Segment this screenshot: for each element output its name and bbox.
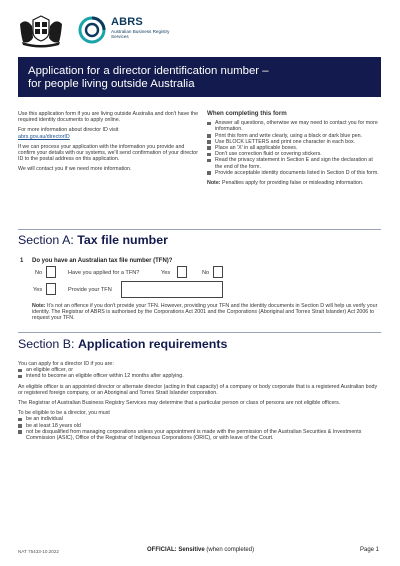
form-title-line-2: for people living outside Australia bbox=[28, 78, 195, 90]
applied-no-label: No bbox=[202, 270, 210, 276]
section-a-note bbox=[32, 303, 381, 322]
form-title-line-1: Application for a director identification number – bbox=[28, 65, 269, 77]
question-1-text: Do you have an Australian tax file number (TFN)? bbox=[32, 258, 173, 264]
completing-item: Read the privacy statement in Section E and sign the declaration at the end of the form. bbox=[207, 157, 381, 169]
section-b-list-2-item: be an individual bbox=[18, 416, 381, 422]
completing-item: Answer all questions, otherwise we may need to contact you for more information. bbox=[207, 120, 381, 132]
section-b-heading bbox=[18, 337, 227, 351]
section-b-paragraph-3: The Registrar of Australian Business Registry Services may determine that a particular person or class of persons are not eligible officers. bbox=[18, 400, 341, 407]
section-b-list-1-item: intend to become an eligible officer within 12 months after applying. bbox=[18, 373, 381, 379]
when-completed-label: (when completed) bbox=[206, 547, 255, 553]
intro-paragraph-2: For more information about director ID visit bbox=[18, 127, 119, 134]
completing-item: Don't use correction fluid or covering stickers. bbox=[207, 151, 381, 157]
tfn-yes-checkbox[interactable] bbox=[46, 283, 56, 295]
tfn-no-label: No bbox=[35, 270, 43, 276]
question-1-number: 1 bbox=[20, 258, 24, 264]
section-a-note-label: Note: bbox=[32, 303, 46, 309]
abrs-wordmark: ABRS bbox=[111, 16, 143, 28]
section-a-note-text: It's not an offence if you don't provide your TFN. However, providing your TFN and the identity documents in Section D will help us verify your identity. The Registrar of ABRS is authorised by the Corporations Act 2001 and the Corporations (Aboriginal and Torres Strait Islander) Act 2006 to request your TFN. bbox=[32, 303, 378, 322]
applied-no-checkbox[interactable] bbox=[213, 266, 223, 278]
section-a-title: Tax file number bbox=[77, 233, 168, 247]
tfn-input-field[interactable] bbox=[121, 281, 223, 298]
tfn-yes-label: Yes bbox=[33, 287, 43, 293]
section-b-list-1-item: an eligible officer, or bbox=[18, 367, 381, 373]
page-number: Page 1 bbox=[360, 547, 380, 553]
completing-note-text: Penalties apply for providing false or misleading information. bbox=[222, 180, 364, 187]
section-b-paragraph-2: An eligible officer is an appointed director or alternate director (acting in that capacity) of a company or body corporate that is a registered Australian body or registered foreign company, or an Aboriginal and Torres Strait Islander corporation. bbox=[18, 383, 378, 396]
applied-yes-label: Yes bbox=[161, 270, 171, 276]
tfn-no-checkbox[interactable] bbox=[46, 266, 56, 278]
form-title-bar bbox=[18, 57, 381, 97]
classification-label bbox=[147, 547, 254, 553]
section-a-divider bbox=[18, 229, 381, 230]
director-id-link[interactable]: abrs.gov.au/directorID bbox=[18, 133, 70, 140]
section-b-title: Application requirements bbox=[77, 337, 228, 351]
completing-item: Use BLOCK LETTERS and print one character in each box. bbox=[207, 139, 381, 145]
intro-paragraph-3: If we can process your application with the information you provide and confirm your details with our systems, we'll send confirmation of your director ID to the postal address on this application. bbox=[18, 143, 198, 163]
section-b-paragraph-4: To be eligible to be a director, you must bbox=[18, 410, 110, 417]
form-code: NAT 75433-10.2022 bbox=[18, 549, 59, 554]
completing-item: Provide acceptable identity documents listed in Section D of this form. bbox=[207, 170, 381, 176]
completing-column bbox=[207, 111, 381, 186]
abrs-wordmark-subtitle: Australian Business Registry Services bbox=[111, 29, 170, 40]
intro-paragraph-1: Use this application form if you are living outside Australia and don't have the required identity documents to apply online. bbox=[18, 111, 199, 124]
section-a-prefix: Section A: bbox=[18, 233, 74, 247]
section-b-prefix: Section B: bbox=[18, 337, 75, 351]
completing-note-label: Note: bbox=[207, 180, 221, 187]
intro-column bbox=[18, 111, 200, 173]
completing-note bbox=[207, 180, 381, 186]
section-b-paragraph-1: You can apply for a director ID if you are: bbox=[18, 361, 114, 367]
completing-heading: When completing this form bbox=[207, 110, 287, 117]
official-label: OFFICIAL: bbox=[147, 547, 177, 553]
intro-paragraph-4: We will contact you if we need more information. bbox=[18, 166, 132, 173]
section-b-list-2-item: not be disqualified from managing corporations unless your appointment is made with the permission of the Australian Securities & Investments Commission (ASIC), Office of the Registrar of Indigenous Corporations (ORIC), or with leave of the Court. bbox=[18, 429, 381, 441]
provide-tfn-label: Provide your TFN bbox=[68, 287, 112, 293]
completing-item: Place an 'X' in all applicable boxes. bbox=[207, 145, 381, 151]
abrs-logo-icon bbox=[78, 16, 106, 44]
applied-yes-checkbox[interactable] bbox=[177, 266, 187, 278]
sensitive-label: Sensitive bbox=[178, 547, 205, 553]
applied-for-tfn-question: Have you applied for a TFN? bbox=[68, 270, 140, 276]
section-b-divider bbox=[18, 332, 381, 333]
section-b-body bbox=[18, 361, 381, 441]
section-a-heading bbox=[18, 233, 168, 247]
completing-item: Print this form and write clearly, using a black or dark blue pen. bbox=[207, 133, 381, 139]
section-b-list-2-item: be at least 18 years old bbox=[18, 423, 381, 429]
australian-government-crest-logo bbox=[16, 14, 66, 50]
